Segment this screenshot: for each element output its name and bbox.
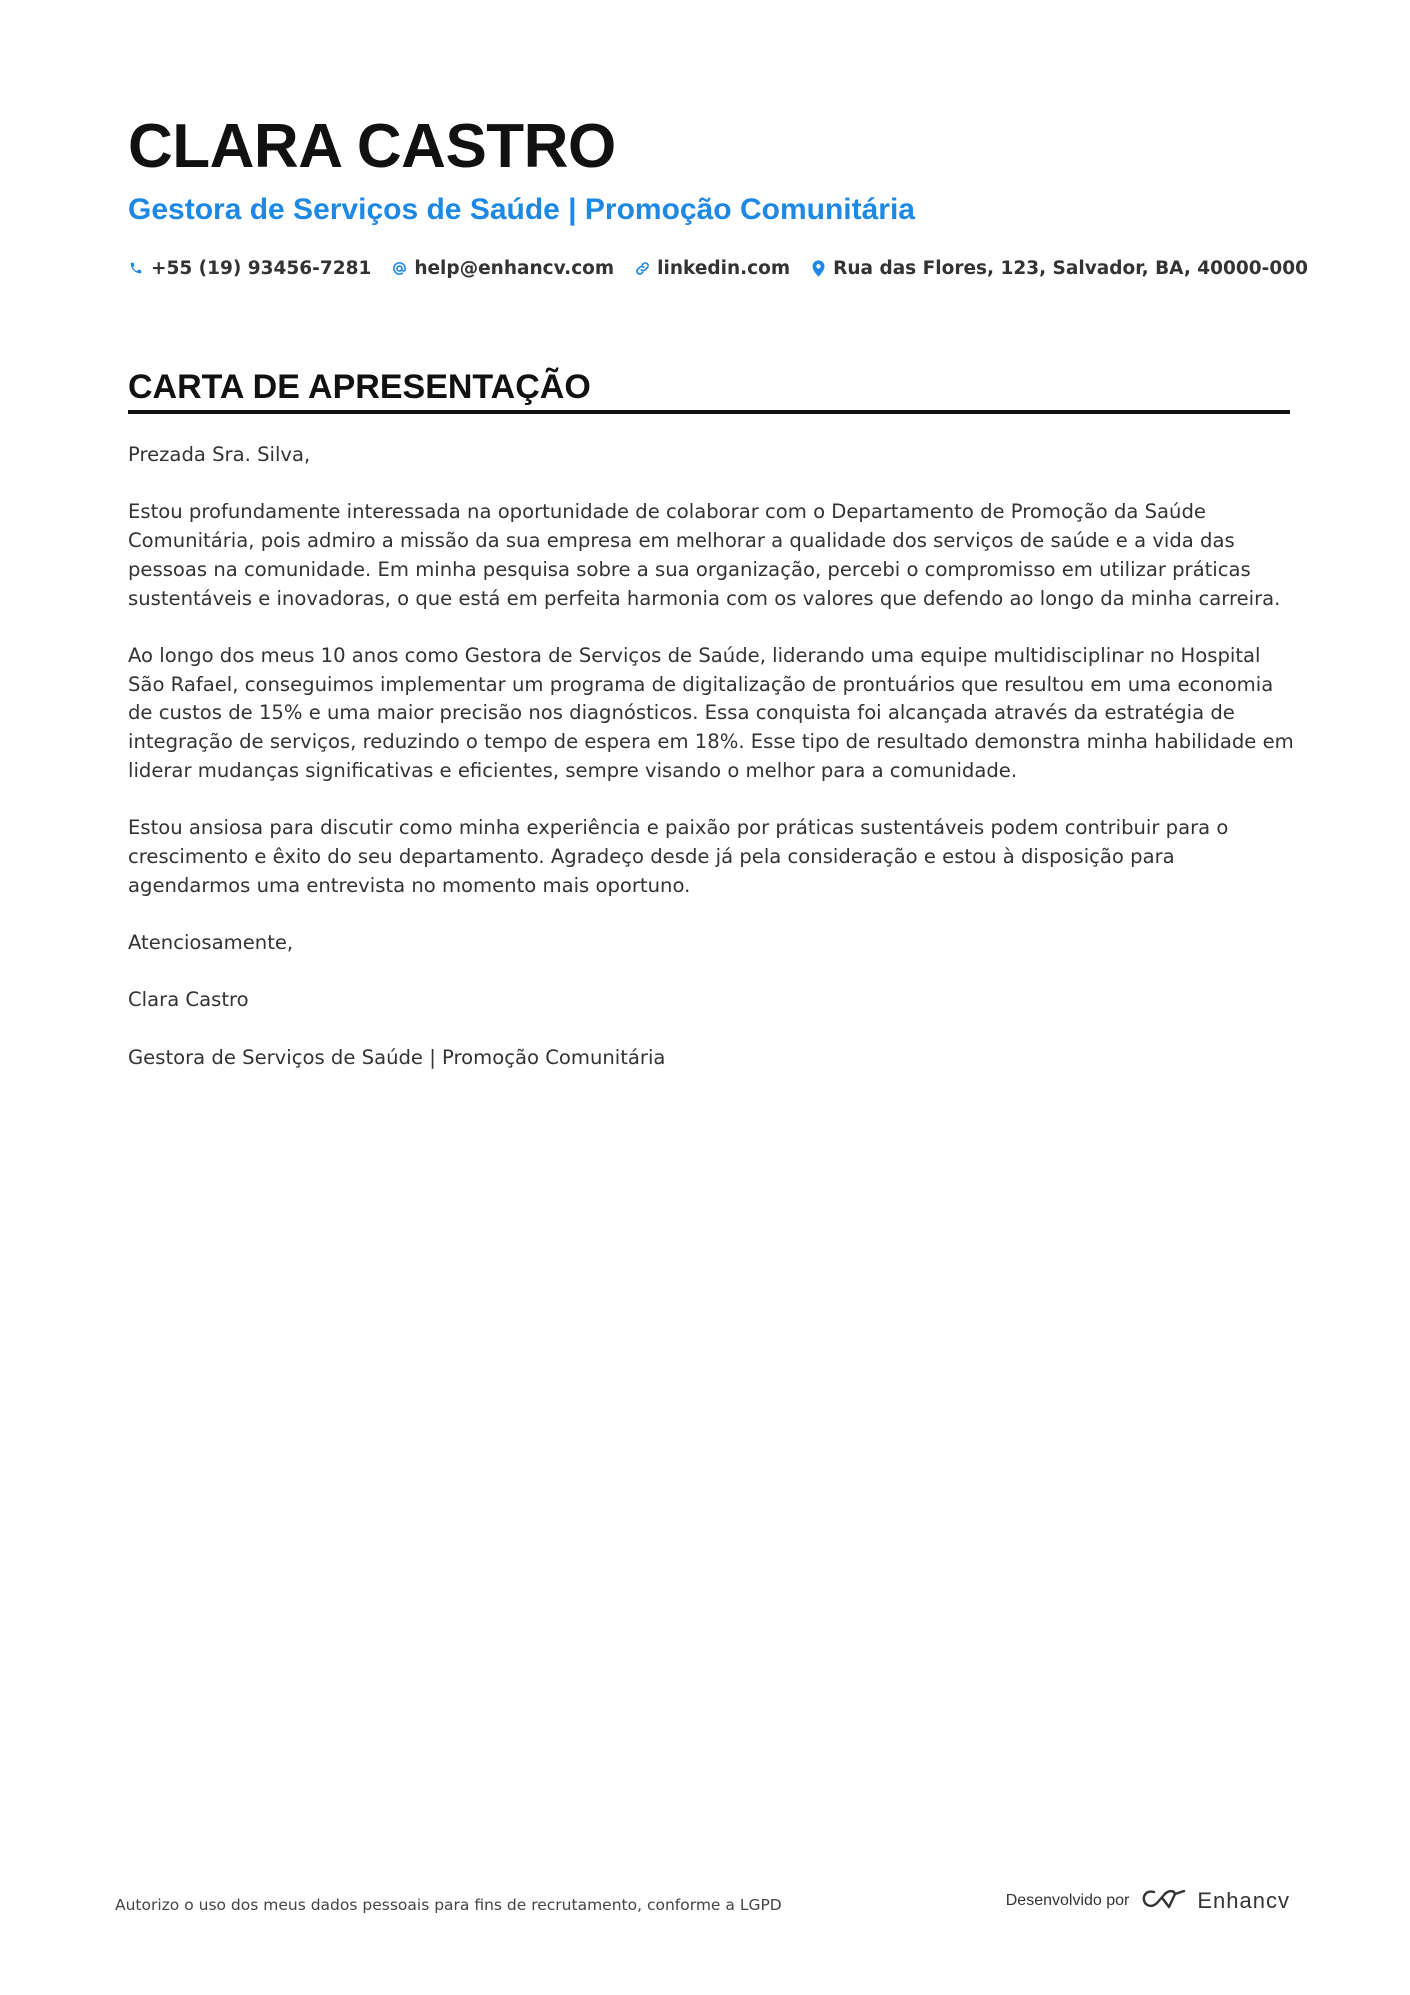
- paragraph-line: São Rafael, conseguimos implementar um programa de digitalização de prontuários que resultou em uma economia: [128, 672, 1274, 696]
- paragraph-1: [128, 498, 1292, 613]
- contact-email[interactable]: [391, 258, 614, 279]
- paragraph-line: Comunitária, pois admiro a missão da sua empresa em melhorar a qualidade dos serviços de saúde e a vida das: [128, 529, 1235, 553]
- powered-by[interactable]: [1006, 1886, 1290, 1916]
- contact-linkedin[interactable]: [634, 258, 790, 279]
- section-divider: [128, 410, 1290, 414]
- signature-name: Clara Castro: [128, 988, 249, 1012]
- paragraph-line: Estou profundamente interessada na oportunidade de colaborar com o Departamento de Promoção da Saúde: [128, 500, 1206, 524]
- paragraph-line: pessoas na comunidade. Em minha pesquisa sobre a sua organização, percebi o compromisso em utilizar práticas: [128, 557, 1251, 581]
- paragraph-line: agendarmos uma entrevista no momento mais oportuno.: [128, 873, 691, 897]
- brand-name: Enhancv: [1197, 1888, 1290, 1913]
- paragraph-line: liderar mudanças significativas e eficientes, sempre visando o melhor para a comunidade.: [128, 758, 1018, 782]
- contact-phone-text: +55 (19) 93456-7281: [151, 257, 372, 279]
- paragraph-line: sustentáveis e inovadoras, o que está em perfeita harmonia com os valores que defendo ao longo da minha carreira.: [128, 586, 1281, 610]
- phone-icon: [128, 259, 144, 277]
- paragraph-line: Estou ansiosa para discutir como minha experiência e paixão por práticas sustentáveis podem contribuir para o: [128, 816, 1229, 840]
- paragraph-line: integração de serviços, reduzindo o tempo de espera em 18%. Esse tipo de resultado demonstra minha habilidade em: [128, 730, 1294, 753]
- signature-title: Gestora de Serviços de Saúde | Promoção Comunitária: [128, 1045, 666, 1069]
- at-icon: [391, 259, 407, 277]
- contact-phone[interactable]: [128, 258, 371, 279]
- paragraph-3: [128, 814, 1292, 900]
- contact-address-text: Rua das Flores, 123, Salvador, BA, 40000-000: [833, 257, 1308, 279]
- consent-note: Autorizo o uso dos meus dados pessoais para fins de recrutamento, conforme a LGPD: [115, 1896, 782, 1914]
- section-title: CARTA DE APRESENTAÇÃO: [128, 368, 591, 406]
- location-pin-icon: [810, 259, 826, 277]
- contact-bar: [128, 254, 1328, 282]
- enhancv-logo-icon: [1141, 1886, 1197, 1916]
- paragraph-2: [128, 642, 1292, 786]
- salutation: Prezada Sra. Silva,: [128, 443, 311, 466]
- closing: Atenciosamente,: [128, 930, 294, 954]
- contact-address: [810, 258, 1308, 279]
- candidate-headline: Gestora de Serviços de Saúde | Promoção Comunitária: [128, 193, 915, 226]
- contact-email-text: help@enhancv.com: [414, 257, 615, 279]
- letter-body: [128, 441, 1292, 1101]
- contact-linkedin-text: linkedin.com: [657, 257, 791, 279]
- candidate-name: CLARA CASTRO: [128, 112, 616, 181]
- powered-by-label: Desenvolvido por: [1005, 1892, 1130, 1909]
- paragraph-line: Ao longo dos meus 10 anos como Gestora de Serviços de Saúde, liderando uma equipe multidisciplinar no Hospital: [128, 643, 1261, 667]
- paragraph-line: crescimento e êxito do seu departamento. Agradeço desde já pela consideração e estou à disposição para: [128, 844, 1175, 868]
- link-icon: [634, 259, 650, 277]
- paragraph-line: de custos de 15% e uma maior precisão nos diagnósticos. Essa conquista foi alcançada através da estratégia de: [128, 701, 1235, 725]
